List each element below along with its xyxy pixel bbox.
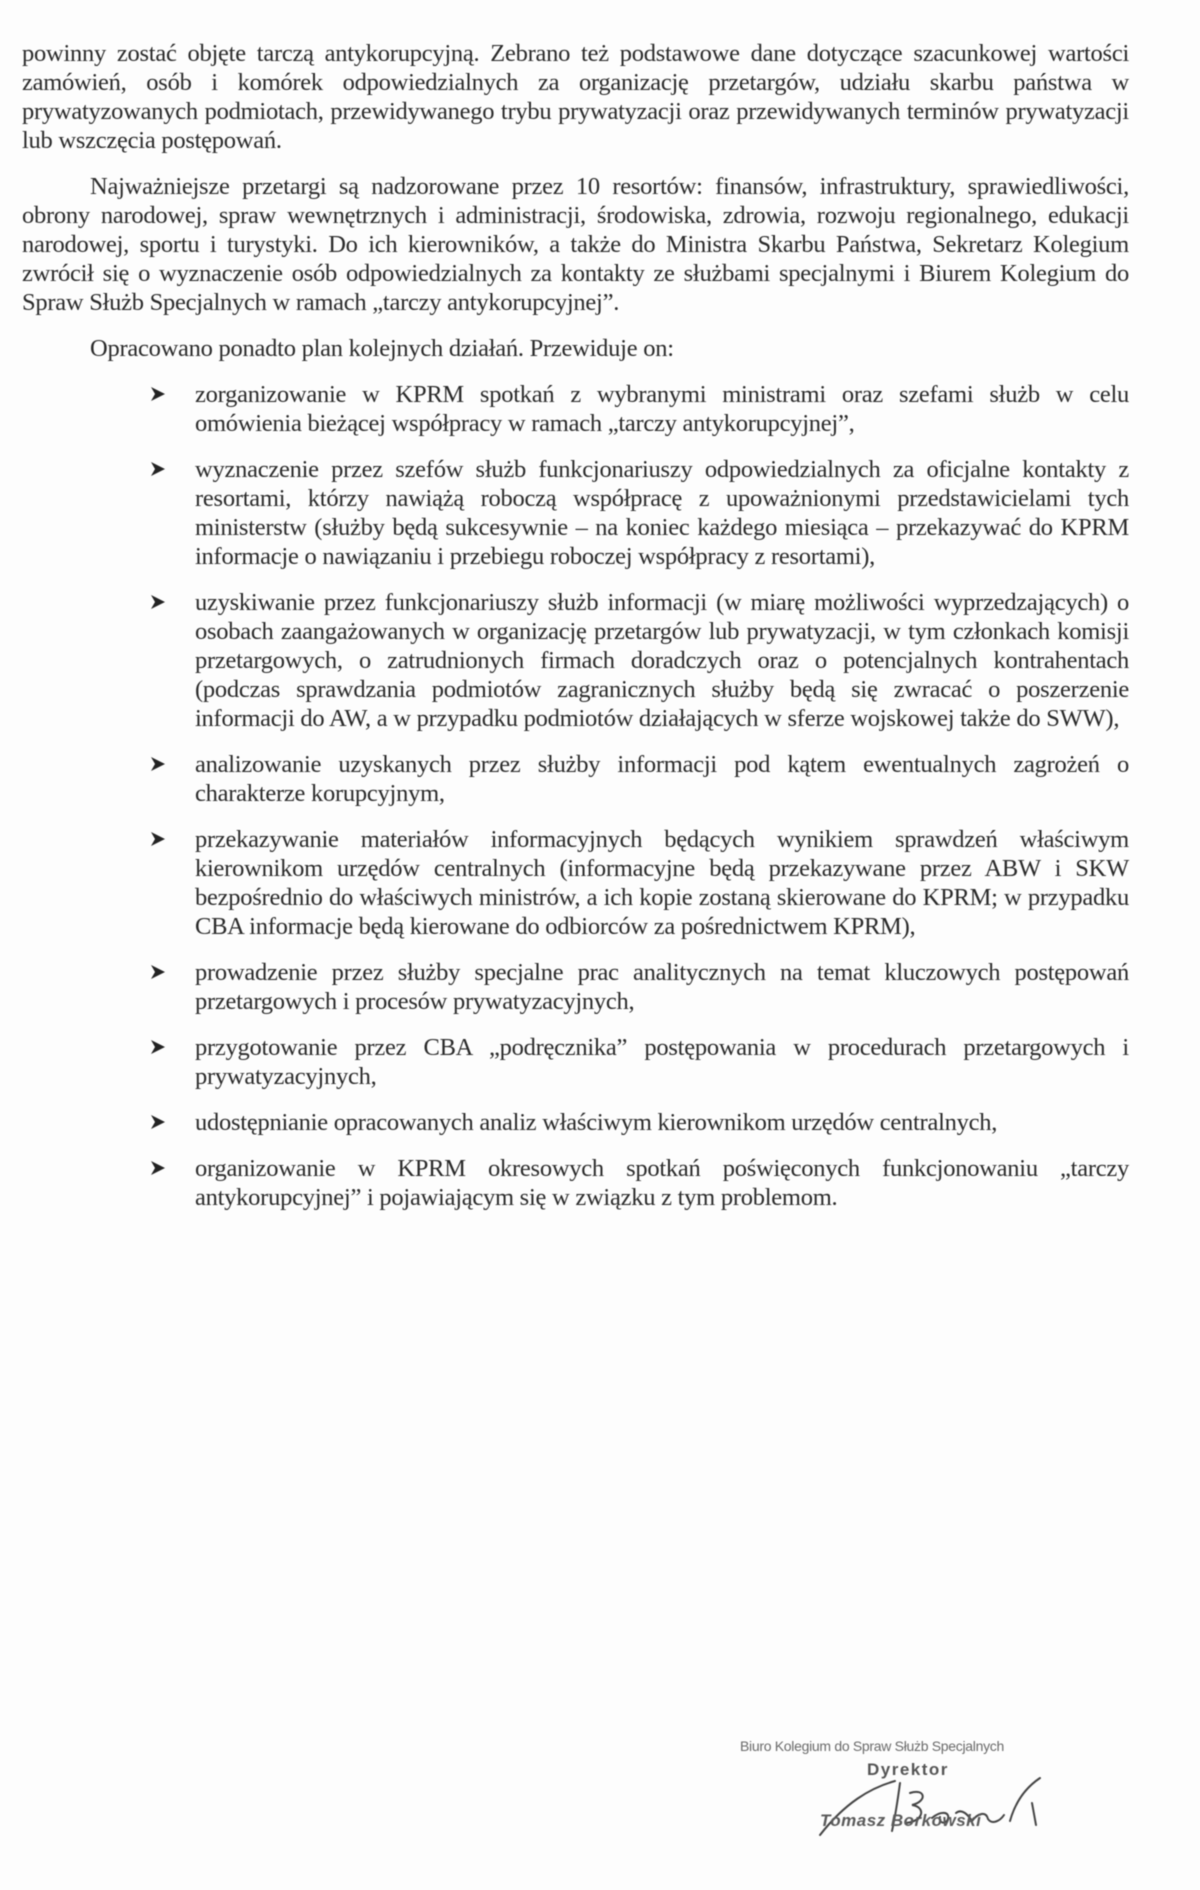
action-plan-list	[22, 380, 1129, 1212]
list-item	[22, 1108, 1129, 1137]
signature-name: Tomasz Borkowski	[820, 1811, 982, 1830]
list-item-text: organizowanie w KPRM okresowych spotkań poświęconych funkcjonowaniu „tarczy antykorupcyjnej” i pojawiającym się w związku z tym problemom.	[195, 1155, 1129, 1211]
arrowhead-bullet-icon	[150, 958, 172, 987]
list-item-text: prowadzenie przez służby specjalne prac analitycznych na temat kluczowych postępowań przetargowych i procesów prywatyzacyjnych,	[195, 959, 1129, 1015]
list-item	[22, 958, 1129, 1016]
list-item-text: analizowanie uzyskanych przez służby informacji pod kątem ewentualnych zagrożeń o charakterze korupcyjnym,	[195, 751, 1129, 807]
list-item-text: zorganizowanie w KPRM spotkań z wybranymi ministrami oraz szefami służb w celu omówienia bieżącej współpracy w ramach „tarczy antykorupcyjnej”,	[195, 381, 1129, 437]
list-item	[22, 1154, 1129, 1212]
list-item	[22, 588, 1129, 733]
signature-organization: Biuro Kolegium do Spraw Służb Specjalnych	[740, 1738, 1004, 1754]
arrowhead-bullet-icon	[150, 1033, 172, 1062]
signature-block	[740, 1738, 1160, 1878]
arrowhead-bullet-icon	[150, 1154, 172, 1183]
list-item-text: przekazywanie materiałów informacyjnych będących wynikiem sprawdzeń właściwym kierownikom urzędów centralnych (informacyjne będą przekazywane przez ABW i SKW bezpośrednio do właściwych ministrów, a ich kopie zostaną skierowane do KPRM; w przypadku CBA informacje będą kierowane do odbiorców za pośrednictwem KPRM),	[195, 826, 1129, 940]
list-item-text: udostępnianie opracowanych analiz właściwym kierownikom urzędów centralnych,	[195, 1109, 998, 1136]
arrowhead-bullet-icon	[150, 588, 172, 617]
paragraph-ministries: Najważniejsze przetargi są nadzorowane przez 10 resortów: finansów, infrastruktury, sprawiedliwości, obrony narodowej, spraw wewnętrznych i administracji, środowiska, zdrowia, rozwoju regionalnego, edukacji narodowej, sportu i turystyki. Do ich kierowników, a także do Ministra Skarbu Państwa, Sekretarz Kolegium zwrócił się o wyznaczenie osób odpowiedzialnych za kontakty ze służbami specjalnymi i Biurem Kolegium do Spraw Służb Specjalnych w ramach „tarczy antykorupcyjnej”.	[22, 173, 1129, 316]
arrowhead-bullet-icon	[150, 380, 172, 409]
document-body	[22, 39, 1129, 1229]
arrowhead-bullet-icon	[150, 455, 172, 484]
arrowhead-bullet-icon	[150, 825, 172, 854]
paragraph-plan-intro: Opracowano ponadto plan kolejnych działań. Przewiduje on:	[90, 335, 674, 362]
handwritten-signature-icon	[800, 1763, 1060, 1843]
list-item	[22, 1033, 1129, 1091]
list-item-text: wyznaczenie przez szefów służb funkcjonariuszy odpowiedzialnych za oficjalne kontakty z resortami, którzy nawiążą roboczą współpracę z upoważnionymi przedstawicielami tych ministerstw (służby będą sukcesywnie – na koniec każdego miesiąca – przekazywać do KPRM informacje o nawiązaniu i przebiegu roboczej współpracy z resortami),	[195, 456, 1129, 570]
list-item	[22, 455, 1129, 571]
list-item-text: przygotowanie przez CBA „podręcznika” postępowania w procedurach przetargowych i prywatyzacyjnych,	[195, 1034, 1129, 1090]
paragraph-intro-continuation: powinny zostać objęte tarczą antykorupcyjną. Zebrano też podstawowe dane dotyczące szacunkowej wartości zamówień, osób i komórek odpowiedzialnych za organizację przetargów, udziału skarbu państwa w prywatyzowanych podmiotach, przewidywanego trybu prywatyzacji oraz przewidywanych terminów prywatyzacji lub wszczęcia postępowań.	[22, 40, 1129, 154]
list-item	[22, 825, 1129, 941]
signature-title: Dyrektor	[867, 1760, 949, 1779]
list-item-text: uzyskiwanie przez funkcjonariuszy służb informacji (w miarę możliwości wyprzedzających) o osobach zaangażowanych w organizację przetargów lub prywatyzacji, w tym członkach komisji przetargowych, o zatrudnionych firmach doradczych oraz o potencjalnych kontrahentach (podczas sprawdzania podmiotów zagranicznych służby będą się zwracać o poszerzenie informacji do AW, a w przypadku podmiotów działających w sferze wojskowej także do SWW),	[195, 589, 1129, 732]
list-item	[22, 380, 1129, 438]
list-item	[22, 750, 1129, 808]
arrowhead-bullet-icon	[150, 1108, 172, 1137]
arrowhead-bullet-icon	[150, 750, 172, 779]
